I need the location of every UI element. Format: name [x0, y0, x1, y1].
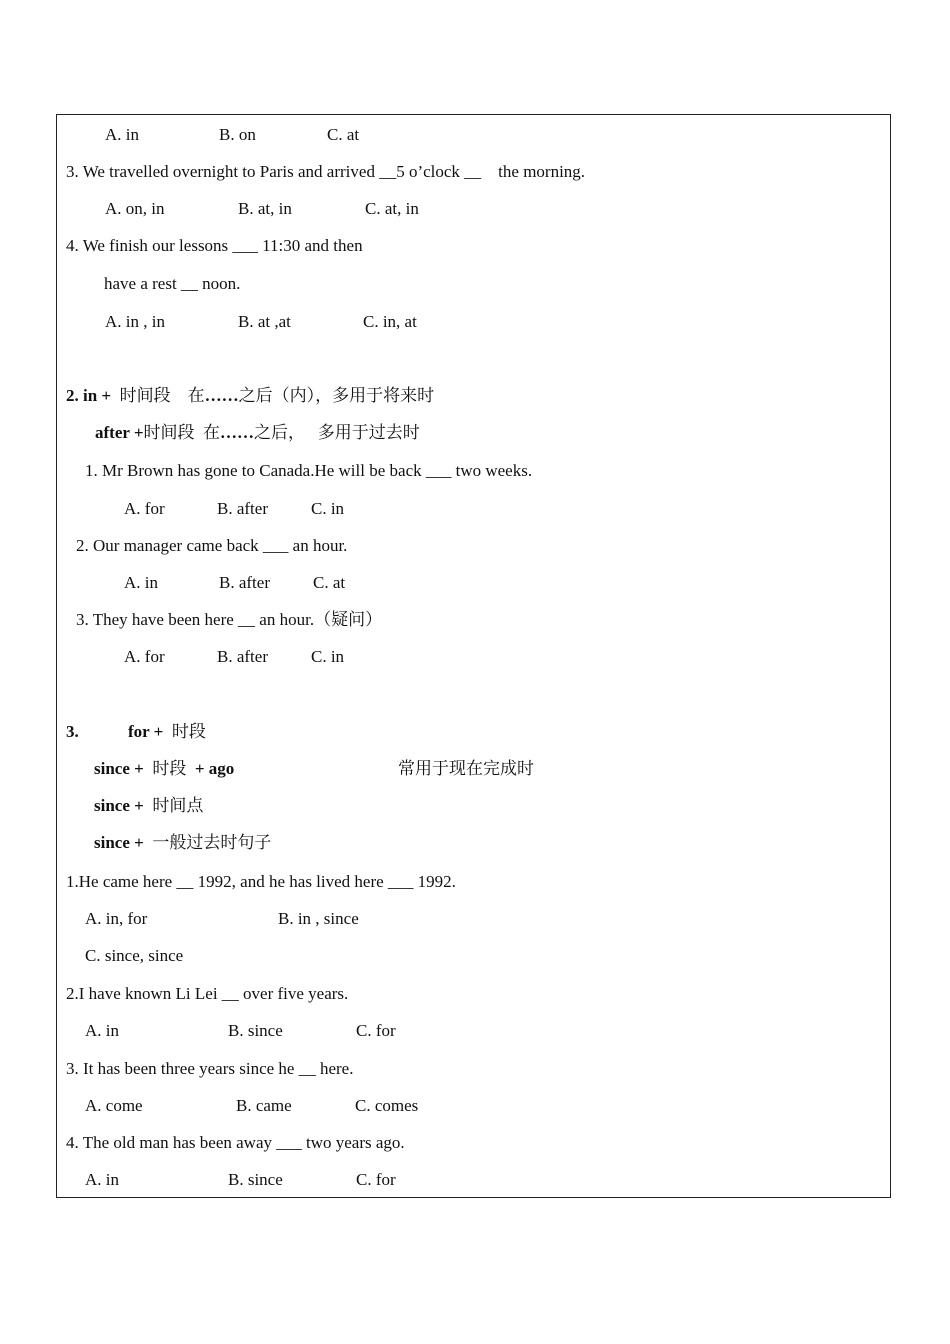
option-a: A. in , in [105, 312, 165, 331]
subheading-text: 时间段 在 [143, 423, 221, 442]
option-c: C. in [311, 647, 345, 666]
rule-keyword: since + [94, 833, 144, 852]
ellipsis: …… [204, 386, 239, 405]
rule-note: 常用于现在完成时 [398, 759, 534, 778]
option-c: C. for [356, 1021, 396, 1040]
section-heading [66, 386, 434, 406]
option-a: A. in [85, 1170, 119, 1189]
rule-keyword-ago: + ago [194, 759, 235, 778]
rule-for [128, 722, 206, 742]
option-b: B. after [217, 499, 268, 518]
option-b: B. on [219, 125, 256, 144]
option-c: C. at [327, 125, 360, 144]
option-a: A. for [124, 647, 165, 666]
option-a: A. for [124, 499, 165, 518]
option-b: B. at, in [238, 199, 292, 218]
option-a: A. in [124, 573, 158, 592]
rule-text: 时段 [152, 759, 187, 778]
rule-keyword: since + [94, 759, 144, 778]
question-stem-continued: have a rest __ noon. [104, 274, 241, 293]
question-stem: 4. The old man has been away ___ two years ago. [66, 1133, 405, 1152]
question-stem: 2.I have known Li Lei __ over five years. [66, 984, 349, 1003]
option-c: C. comes [355, 1096, 419, 1115]
option-a: A. in [105, 125, 139, 144]
option-c: C. at, in [365, 199, 419, 218]
section-number: 3. [66, 722, 79, 741]
option-b: B. after [217, 647, 268, 666]
section-subheading [95, 423, 420, 443]
subheading-keyword: after + [95, 423, 144, 442]
option-c: C. at [313, 573, 346, 592]
option-c: C. in [311, 499, 345, 518]
option-c: C. for [356, 1170, 396, 1189]
rule-since-point [94, 796, 203, 816]
question-stem: 2. Our manager came back ___ an hour. [76, 536, 348, 555]
rule-keyword: since + [94, 796, 144, 815]
option-b: B. after [219, 573, 270, 592]
option-a: A. in [85, 1021, 119, 1040]
question-stem: 1.He came here __ 1992, and he has lived here ___ 1992. [66, 872, 456, 891]
section-heading-keyword: 2. in + [66, 386, 112, 405]
option-c: C. in, at [363, 312, 417, 331]
option-b: B. since [228, 1170, 283, 1189]
rule-text: 时段 [171, 722, 206, 741]
option-c: C. since, since [85, 946, 184, 965]
question-stem: 3. It has been three years since he __ here. [66, 1059, 354, 1078]
rule-keyword: for + [128, 722, 164, 741]
question-stem: 3. They have been here __ an hour.（疑问） [76, 610, 383, 629]
question-stem: 1. Mr Brown has gone to Canada.He will be back ___ two weeks. [85, 461, 533, 480]
option-a: A. on, in [105, 199, 165, 218]
option-b: B. since [228, 1021, 283, 1040]
subheading-rule: 之后， 多用于过去时 [254, 423, 420, 442]
option-b: B. in , since [278, 909, 359, 928]
option-a: A. come [85, 1096, 143, 1115]
question-stem: 3. We travelled overnight to Paris and arrived __5 o’clock __ the morning. [66, 162, 586, 181]
section-heading-rule: 之后（内），多用于将来时 [238, 386, 435, 405]
rule-text: 一般过去时句子 [152, 833, 272, 852]
option-a: A. in, for [85, 909, 148, 928]
rule-since-clause [94, 833, 271, 853]
option-b: B. came [236, 1096, 292, 1115]
ellipsis: …… [220, 423, 255, 442]
rule-text: 时间点 [152, 796, 204, 815]
rule-since-ago [94, 759, 234, 779]
section-heading-text: 时间段 在 [119, 386, 205, 405]
option-b: B. at ,at [238, 312, 291, 331]
question-stem: 4. We finish our lessons ___ 11:30 and then [66, 236, 363, 255]
